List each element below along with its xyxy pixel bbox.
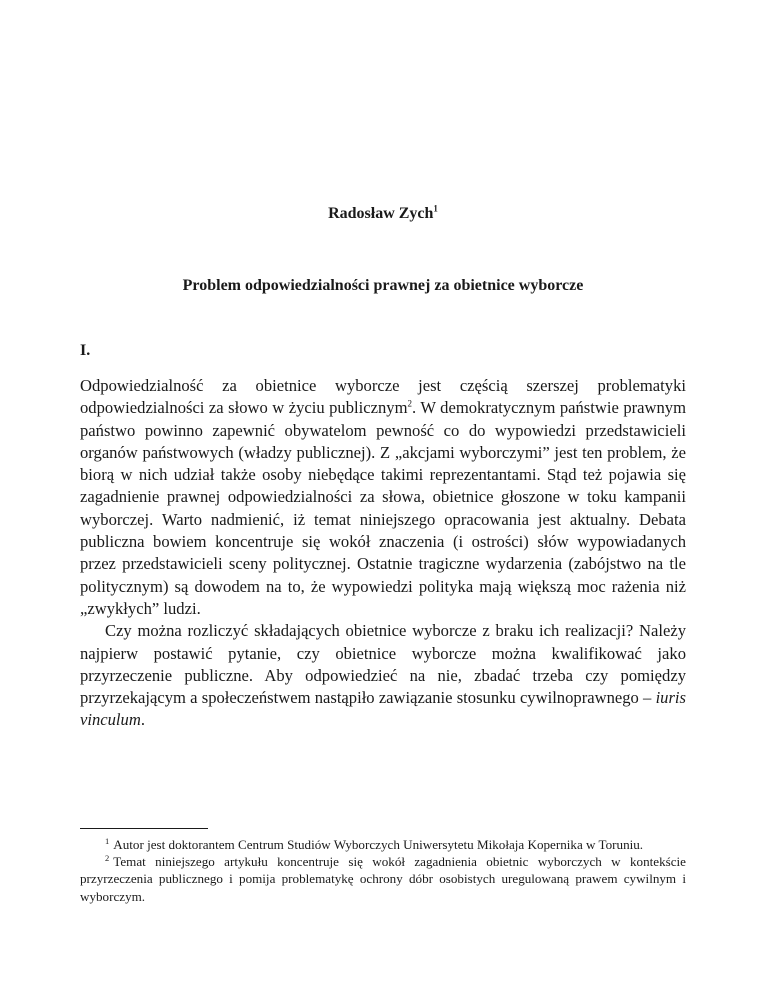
document-page xyxy=(80,0,686,994)
footnote-ref-1[interactable]: 1 xyxy=(433,203,438,214)
footnote-text: Autor jest doktorantem Centrum Studiów Wyborczych Uniwersytetu Mikołaja Kopernika w Toruniu. xyxy=(113,837,644,852)
footnote-divider xyxy=(80,828,208,829)
author-name: Radosław Zych xyxy=(328,205,434,222)
footnote-number: 1 xyxy=(105,835,110,846)
paragraph-1: Odpowiedzialność za obietnice wyborcze jest częścią szerszej problematyki odpowiedzialności za słowo w życiu publicznym$^2$. W demokratycznym państwie prawnym państwo powinno zapewnić obywatelom pewność co do wypowiedzi przedstawicieli organów państwowych (władzy publicznej). Z „akcjami wyborczymi” jest ten problem, że biorą w nich udział także osoby niebędące takimi reprezentantami. Stąd też pojawia się zagadnienie prawnej odpowiedzialności za słowa, obietnice głoszone w toku kampanii wyborczej. Warto nadmienić, iż temat niniejszego opracowania jest aktualny. Debata publiczna bowiem koncentruje się wokół znaczenia (i ostrości) słów wypowiadanych przez przedstawicieli sceny politycznej. Ostatnie tragiczne wydarzenia (zabójstwo na tle politycznym) są dowodem na to, że wypowiedzi polityka mają większą moc rażenia niż „zwykłych” ludzi. xyxy=(80,376,686,618)
footnotes xyxy=(80,836,686,905)
latin-term: iuris vinculum xyxy=(80,688,686,730)
body-text xyxy=(80,375,686,732)
footnote-number: 2 xyxy=(105,852,110,863)
section-heading: I. xyxy=(80,342,91,359)
footnote-1 xyxy=(80,836,686,853)
article-title: Problem odpowiedzialności prawnej za obietnice wyborcze xyxy=(182,277,584,294)
footnote-2 xyxy=(80,853,686,905)
footnote-ref-2[interactable]: 2 xyxy=(407,398,412,409)
paragraph-2: Czy można rozliczyć składających obietnice wyborcze z braku ich realizacji? Należy najpierw postawić pytanie, czy obietnice wyborcze można kwalifikować jako przyrzeczenie publiczne. Aby odpowiedzieć na nie, zbadać trzeba czy pomiędzy przyrzekającym a społeczeństwem nastąpiło zawiązanie stosunku cywilnoprawnego – iuris vinculum. xyxy=(80,621,686,730)
footnote-text: Temat niniejszego artykułu koncentruje się wokół zagadnienia obietnic wyborczych w kontekście przyrzeczenia publicznego i pomija problematykę ochrony dóbr osobistych uregulowaną prawem cywilnym i wyborczym. xyxy=(80,854,686,904)
author-heading xyxy=(80,205,686,223)
